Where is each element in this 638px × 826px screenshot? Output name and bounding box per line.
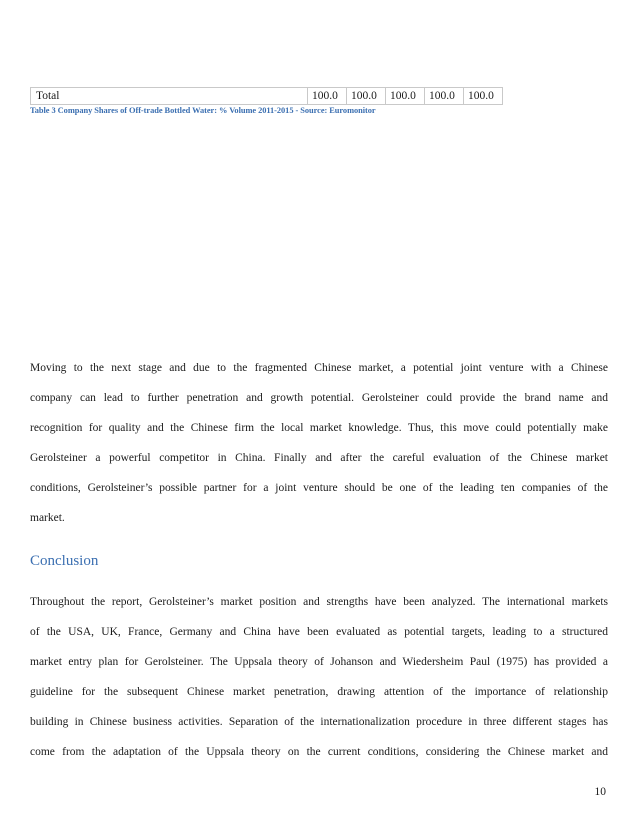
text-line: building in Chinese business activities. Separation of the internationalization procedure in three different stages has <box>30 716 608 728</box>
text-line: guideline for the subsequent Chinese market penetration, drawing attention of the importance of relationship <box>30 686 608 698</box>
conclusion-paragraph <box>30 594 608 774</box>
table-cell-value: 100.0 <box>464 88 503 105</box>
table-cell-value: 100.0 <box>347 88 386 105</box>
body-paragraph <box>30 360 608 540</box>
text-line: of the USA, UK, France, Germany and China have been evaluated as potential targets, leading to a structured <box>30 626 608 638</box>
text-line: market entry plan for Gerolsteiner. The Uppsala theory of Johanson and Wiedersheim Paul (1975) has provided a <box>30 656 608 668</box>
text-line: Throughout the report, Gerolsteiner’s market position and strengths have been analyzed. The international markets <box>30 596 608 608</box>
text-line: come from the adaptation of the Uppsala theory on the current conditions, considering the Chinese market and <box>30 746 608 758</box>
text-line: recognition for quality and the Chinese firm the local market knowledge. Thus, this move could potentially make <box>30 422 608 434</box>
table-cell-value: 100.0 <box>425 88 464 105</box>
page-number: 10 <box>594 786 606 798</box>
table-cell-value: 100.0 <box>308 88 347 105</box>
table-caption: Table 3 Company Shares of Off-trade Bottled Water: % Volume 2011-2015 - Source: Euromonitor <box>30 106 376 115</box>
text-line: company can lead to further penetration and growth potential. Gerolsteiner could provide the brand name and <box>30 392 608 404</box>
table-cell-label: Total <box>31 88 308 105</box>
table-row <box>31 88 503 105</box>
text-line: market. <box>30 512 65 524</box>
section-heading: Conclusion <box>30 553 99 569</box>
table-cell-value: 100.0 <box>386 88 425 105</box>
text-line: Gerolsteiner a powerful competitor in China. Finally and after the careful evaluation of the Chinese market <box>30 452 608 464</box>
text-line: conditions, Gerolsteiner’s possible partner for a joint venture should be one of the leading ten companies of the <box>30 482 608 494</box>
total-row-table <box>30 87 503 105</box>
text-line: Moving to the next stage and due to the fragmented Chinese market, a potential joint venture with a Chinese <box>30 362 608 374</box>
